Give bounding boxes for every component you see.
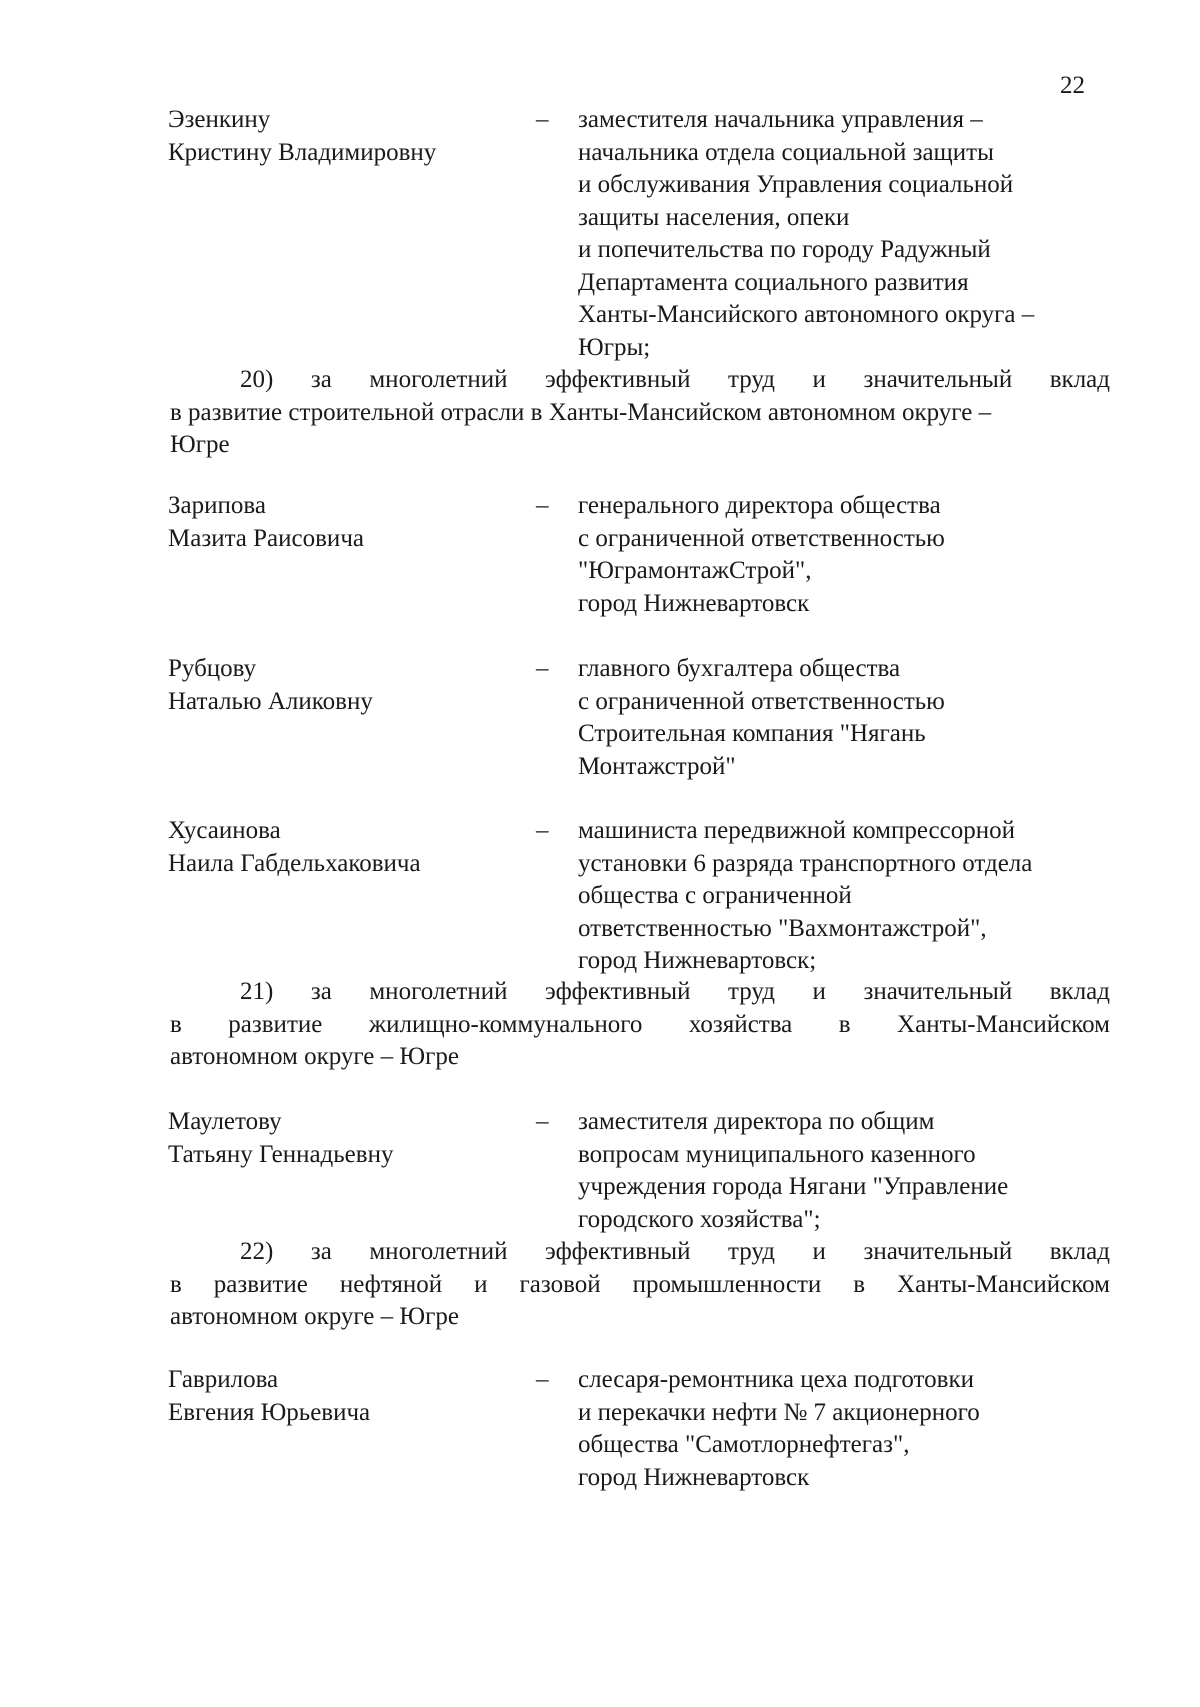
surname: Маулетову xyxy=(168,1108,282,1135)
position-line: Департамента социального развития xyxy=(578,268,969,296)
position-line: генерального директора общества xyxy=(578,492,941,519)
position-line: защиты населения, опеки xyxy=(578,203,850,231)
position-line: городского хозяйства"; xyxy=(578,1205,821,1233)
position-line: Монтажстрой" xyxy=(578,752,736,780)
position-line: машиниста передвижной компрессорной xyxy=(578,817,1015,844)
job-position xyxy=(578,1106,1118,1236)
dash: – xyxy=(536,106,549,133)
person-name xyxy=(168,1364,508,1429)
position-line: заместителя директора по общим xyxy=(578,1108,935,1135)
position-line: начальника отдела социальной защиты xyxy=(578,138,994,166)
position-line: общества "Самотлорнефтегаз", xyxy=(578,1431,910,1458)
dash: – xyxy=(536,655,549,682)
given-names: Мазита Раисовича xyxy=(168,524,364,552)
paragraph-line: 21) за многолетний эффективный труд и значительный вклад xyxy=(240,978,1110,1005)
person-name xyxy=(168,490,508,555)
position-line: и перекачки нефти № 7 акционерного xyxy=(578,1398,980,1426)
page-number: 22 xyxy=(1060,72,1085,99)
person-name xyxy=(168,104,508,169)
surname: Эзенкину xyxy=(168,106,271,133)
person-name xyxy=(168,815,508,880)
job-position xyxy=(578,653,1118,783)
position-line: ответственностью "Вахмонтажстрой", xyxy=(578,914,987,942)
position-line: и попечительства по городу Радужный xyxy=(578,236,991,263)
paragraph-line: в развитие жилищно-коммунального хозяйства в Ханты-Мансийском xyxy=(170,1010,1110,1038)
job-position xyxy=(578,490,1118,620)
award-paragraph xyxy=(170,1236,1110,1334)
position-line: учреждения города Нягани "Управление xyxy=(578,1173,1009,1200)
given-names: Евгения Юрьевича xyxy=(168,1398,371,1426)
given-names: Татьяну Геннадьевну xyxy=(168,1140,394,1168)
position-line: установки 6 разряда транспортного отдела xyxy=(578,849,1033,877)
position-line: вопросам муниципального казенного xyxy=(578,1140,976,1168)
person-name xyxy=(168,653,508,718)
paragraph-line: автономном округе – Югре xyxy=(170,1303,459,1330)
surname: Гаврилова xyxy=(168,1366,279,1393)
given-names: Наталью Аликовну xyxy=(168,687,373,715)
position-line: слесаря-ремонтника цеха подготовки xyxy=(578,1366,974,1393)
paragraph-line: 22) за многолетний эффективный труд и значительный вклад xyxy=(240,1238,1110,1265)
dash: – xyxy=(536,492,549,519)
award-paragraph xyxy=(170,364,1110,462)
surname: Зарипова xyxy=(168,492,266,519)
position-line: город Нижневартовск; xyxy=(578,947,817,974)
job-position xyxy=(578,104,1118,364)
dash: – xyxy=(536,817,549,844)
paragraph-line: в развитие нефтяной и газовой промышленности в Ханты-Мансийском xyxy=(170,1270,1110,1298)
position-line: с ограниченной ответственностью xyxy=(578,524,945,552)
position-line: город Нижневартовск xyxy=(578,589,810,617)
job-position xyxy=(578,815,1118,978)
position-line: город Нижневартовск xyxy=(578,1463,810,1491)
position-line: с ограниченной ответственностью xyxy=(578,687,945,715)
paragraph-line: в развитие строительной отрасли в Ханты-Мансийском автономном округе – xyxy=(170,398,992,426)
surname: Рубцову xyxy=(168,655,257,682)
paragraph-line: Югре xyxy=(170,431,230,458)
given-names: Кристину Владимировну xyxy=(168,138,437,166)
dash: – xyxy=(536,1366,549,1393)
paragraph-line: автономном округе – Югре xyxy=(170,1043,459,1070)
paragraph-line: 20) за многолетний эффективный труд и значительный вклад xyxy=(240,366,1110,393)
person-name xyxy=(168,1106,508,1171)
job-position xyxy=(578,1364,1118,1494)
position-line: Строительная компания "Нягань xyxy=(578,720,926,747)
position-line: заместителя начальника управления – xyxy=(578,106,983,133)
given-names: Наила Габдельхаковича xyxy=(168,849,421,877)
position-line: общества с ограниченной xyxy=(578,882,852,909)
position-line: "ЮграмонтажСтрой", xyxy=(578,557,812,584)
position-line: и обслуживания Управления социальной xyxy=(578,171,1014,198)
surname: Хусаинова xyxy=(168,817,281,844)
position-line: Ханты-Мансийского автономного округа – xyxy=(578,301,1035,328)
position-line: главного бухгалтера общества xyxy=(578,655,901,682)
award-paragraph xyxy=(170,976,1110,1074)
position-line: Югры; xyxy=(578,333,651,361)
dash: – xyxy=(536,1108,549,1135)
